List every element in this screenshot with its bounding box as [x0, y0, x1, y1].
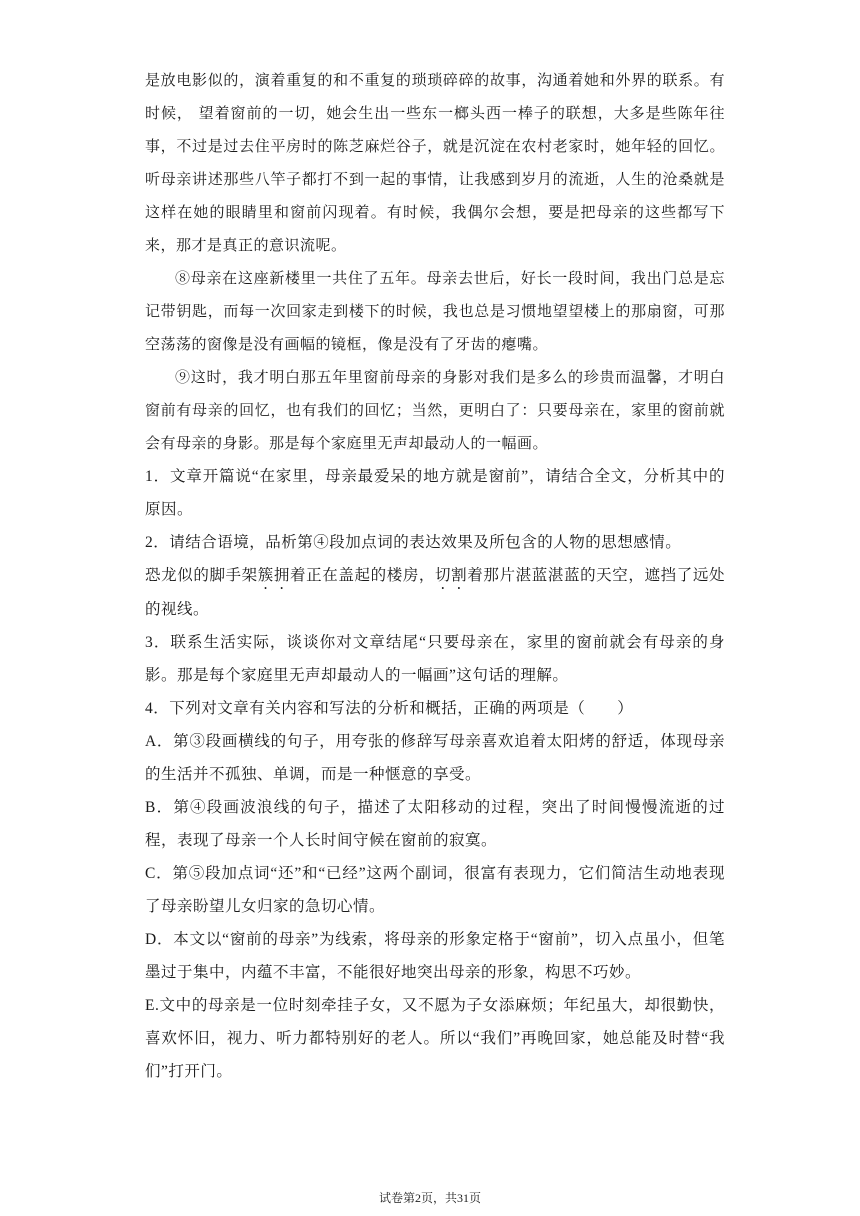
sentence-part-1: 恐龙似的脚手架	[145, 567, 258, 584]
sentence-part-2: 着正在盖起的楼房，	[290, 567, 436, 584]
article-paragraph-8: ⑧母亲在这座新楼里一共住了五年。母亲去世后，好长一段时间，我出门总是忘记带钥匙，而每一次回家走到楼下的时候，我也总是习惯地望望楼上的那扇窗，可那空荡荡的窗像是没有画幅的镜框，像是没有了牙齿的瘪嘴。	[145, 269, 725, 353]
article-paragraph-7: 是放电影似的，演着重复的和不重复的琐琐碎碎的故事，沟通着她和外界的联系。有时候， 望着窗前的一切，她会生出一些东一榔头西一棒子的联想，大多是些陈年往事，不过是过去住平房时的陈芝麻烂谷子，就是沉淀在农村老家时，她年轻的回忆。听母亲讲述那些八竿子都打不到一起的事情，让我感到岁月的流逝，人生的沧桑就是这样在她的眼睛里和窗前闪现着。有时候，我偶尔会想，要是把母亲的这些都写下来，那才是真正的意识流呢。	[145, 71, 725, 254]
question-3: 3．联系生活实际，谈谈你对文章结尾“只要母亲在，家里的窗前就会有母亲的身影。那是每个家庭里无声却最动人的一幅画”这句话的理解。	[145, 634, 725, 684]
option-e: E.文中的母亲是一位时刻牵挂子女，又不愿为子女添麻烦；年纪虽大，却很勤快，喜欢怀旧，视力、听力都特别好的老人。所以“我们”再晚回家，她总能及时替“我们”打开门。	[145, 997, 725, 1080]
sentence-part-3: 着那片湛蓝湛蓝的天空，遮挡了远处的视线。	[145, 567, 725, 618]
question-1: 1．文章开篇说“在家里，母亲最爱呆的地方就是窗前”，请结合全文，分析其中的原因。	[145, 468, 725, 518]
option-c: C．第⑤段加点词“还”和“已经”这两个副词，很富有表现力，它们简洁生动地表现了母亲盼望儿女归家的急切心情。	[145, 865, 725, 915]
option-d: D．本文以“窗前的母亲”为线索，将母亲的形象定格于“窗前”，切入点虽小，但笔墨过于集中，内蕴不丰富，不能很好地突出母亲的形象，构思不巧妙。	[145, 931, 725, 981]
dotted-word-2: 切割	[435, 567, 468, 584]
article-paragraph-9: ⑨这时，我才明白那五年里窗前母亲的身影对我们是多么的珍贵而温馨，才明白窗前有母亲的回忆，也有我们的回忆；当然，更明白了：只要母亲在，家里的窗前就会有母亲的身影。那是每个家庭里无声却最动人的一幅画。	[145, 368, 725, 452]
page-footer: 试卷第2页，共31页	[378, 1191, 481, 1205]
dotted-word-1: 簇拥	[257, 567, 291, 584]
question-2: 2．请结合语境，品析第④段加点词的表达效果及所包含的人物的思想感情。	[145, 534, 682, 551]
option-b: B．第④段画波浪线的句子，描述了太阳移动的过程，突出了时间慢慢流逝的过程，表现了母亲一个人长时间守候在窗前的寂寞。	[145, 799, 725, 849]
question-2-sentence	[145, 559, 725, 626]
question-4: 4．下列对文章有关内容和写法的分析和概括，正确的两项是（ ）	[145, 700, 634, 717]
page-content	[145, 64, 725, 1088]
option-a: A．第③段画横线的句子，用夸张的修辞写母亲喜欢追着太阳烤的舒适，体现母亲的生活并不孤独、单调，而是一种惬意的享受。	[145, 733, 725, 783]
